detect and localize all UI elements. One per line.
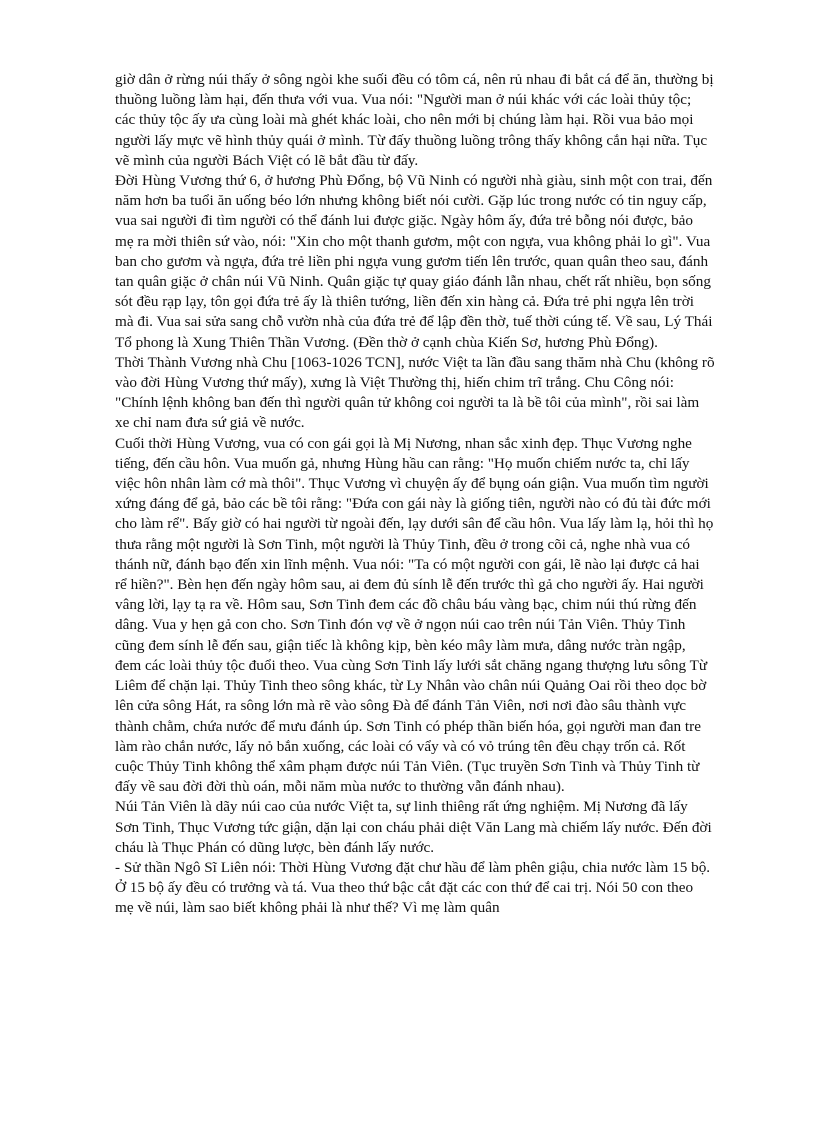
paragraph-tan-vien-mountain: Núi Tản Viên là dãy núi cao của nước Việt ta, sự linh thiêng rất ứng nghiệm. Mị Nương đã lấy Sơn Tinh, Thục Vương tức giận, dặn lại con cháu phải diệt Văn Lang mà chiếm lấy nước. Đến đời cháu là Thục Phán có dũng lược, bèn đánh lấy nước. (115, 798, 712, 856)
paragraph-phu-dong-hero: Đời Hùng Vương thứ 6, ở hương Phù Đổng, bộ Vũ Ninh có người nhà giàu, sinh một con trai, đến năm hơn ba tuổi ăn uống béo lớn nhưng không biết nói cười. Gặp lúc trong nước có tin nguy cấp, vua sai người đi tìm người có thể đánh lui được giặc. Ngày hôm ấy, đứa trẻ bỗng nói được, bảo mẹ ra mời thiên sứ vào, nói: "Xin cho một thanh gươm, một con ngựa, vua không phải lo gì". Vua ban cho gươm và ngựa, đứa trẻ liền phi ngựa vung gươm tiến lên trước, quan quân theo sau, đánh tan quân giặc ở chân núi Vũ Ninh. Quân giặc tự quay giáo đánh lẫn nhau, chết rất nhiều, bọn sống sót đều rạp lạy, tôn gọi đứa trẻ ấy là thiên tướng, liền đến xin hàng cả. Đứa trẻ phi ngựa lên trời mà đi. Vua sai sửa sang chỗ vườn nhà của đứa trẻ để lập đền thờ, tuế thời cúng tế. Về sau, Lý Thái Tổ phong là Xung Thiên Thần Vương. (Đền thờ ở cạnh chùa Kiến Sơ, hương Phù Đổng). (115, 172, 713, 351)
document-body (115, 70, 715, 919)
paragraph-hunting-and-tattoo-custom: giờ dân ở rừng núi thấy ở sông ngòi khe suối đều có tôm cá, nên rủ nhau đi bắt cá để ăn, thường bị thuồng luồng làm hại, đến thưa với vua. Vua nói: "Người man ở núi khác với các loài thủy tộc; các thủy tộc ấy ưa cùng loài mà ghét khác loài, cho nên mới bị chúng làm hại. Rồi vua bảo mọi người lấy mực vẽ hình thủy quái ở mình. Từ đấy thuồng luồng trông thấy không cắn hại nữa. Tục vẽ mình của người Bách Việt có lẽ bắt đầu từ đấy. (115, 71, 714, 169)
paragraph-viet-thuong-envoy: Thời Thành Vương nhà Chu [1063-1026 TCN], nước Việt ta lần đầu sang thăm nhà Chu (không rõ vào đời Hùng Vương thứ mấy), xưng là Việt Thường thị, hiến chim trĩ trắng. Chu Công nói: "Chính lệnh không ban đến thì người quân tử không coi người ta là bề tôi của mình", rồi sai làm xe chỉ nam đưa sứ giả về nước. (115, 353, 715, 432)
paragraph-son-tinh-thuy-tinh: Cuối thời Hùng Vương, vua có con gái gọi là Mị Nương, nhan sắc xinh đẹp. Thục Vương nghe tiếng, đến cầu hôn. Vua muốn gả, nhưng Hùng hầu can rằng: "Họ muốn chiếm nước ta, chỉ lấy việc hôn nhân làm cớ mà thôi". Thục Vương vì chuyện ấy để bụng oán giận. Vua muốn tìm người xứng đáng để gả, bảo các bề tôi rằng: "Đứa con gái này là giống tiên, người nào có đủ tài đức mới cho làm rể". Bấy giờ có hai người từ ngoài đến, lạy dưới sân để cầu hôn. Vua lấy làm lạ, hỏi thì họ thưa rằng một người là Sơn Tinh, một người là Thủy Tinh, đều ở trong cõi cả, nghe nhà vua có thánh nữ, đánh bạo đến xin lĩnh mệnh. Vua nói: "Ta có một người con gái, lẽ nào lại được cả hai rể hiền?". Bèn hẹn đến ngày hôm sau, ai đem đủ sính lễ đến trước thì gả cho người ấy. Hai người vâng lời, lạy tạ ra về. Hôm sau, Sơn Tinh đem các đồ châu báu vàng bạc, chim núi thú rừng đến dâng. Vua y hẹn gả con cho. Sơn Tinh đón vợ về ở ngọn núi cao trên núi Tản Viên. Thủy Tinh cũng đem sính lễ đến sau, giận tiếc là không kịp, bèn kéo mây làm mưa, dâng nước tràn ngập, đem các loài thủy tộc đuổi theo. Vua cùng Sơn Tinh lấy lưới sắt chăng ngang thượng lưu sông Từ Liêm để chặn lại. Thủy Tinh theo sông khác, từ Ly Nhân vào chân núi Quảng Oai rồi theo dọc bờ lên cửa sông Hát, ra sông lớn mà rẽ vào sông Đà để đánh Tản Viên, nơi nơi đào sâu thành vực thành chằm, chứa nước để mưu đánh úp. Sơn Tinh có phép thần biến hóa, gọi người man đan tre làm rào chắn nước, lấy nỏ bắn xuống, các loài có vẩy và có vỏ trúng tên đều chạy trốn cả. Rốt cuộc Thủy Tinh không thể xâm phạm được núi Tản Viên. (Tục truyền Sơn Tinh và Thủy Tinh từ đấy về sau đời đời thù oán, mỗi năm mùa nước to thường vẫn đánh nhau). (115, 434, 714, 796)
paragraph-historian-comment: - Sử thần Ngô Sĩ Liên nói: Thời Hùng Vương đặt chư hầu để làm phên giậu, chia nước làm 15 bộ. Ở 15 bộ ấy đều có trưởng và tá. Vua theo thứ bậc cắt đặt các con thứ để cai trị. Nói 50 con theo mẹ về núi, làm sao biết không phải là như thế? Vì mẹ làm quân (115, 858, 711, 917)
